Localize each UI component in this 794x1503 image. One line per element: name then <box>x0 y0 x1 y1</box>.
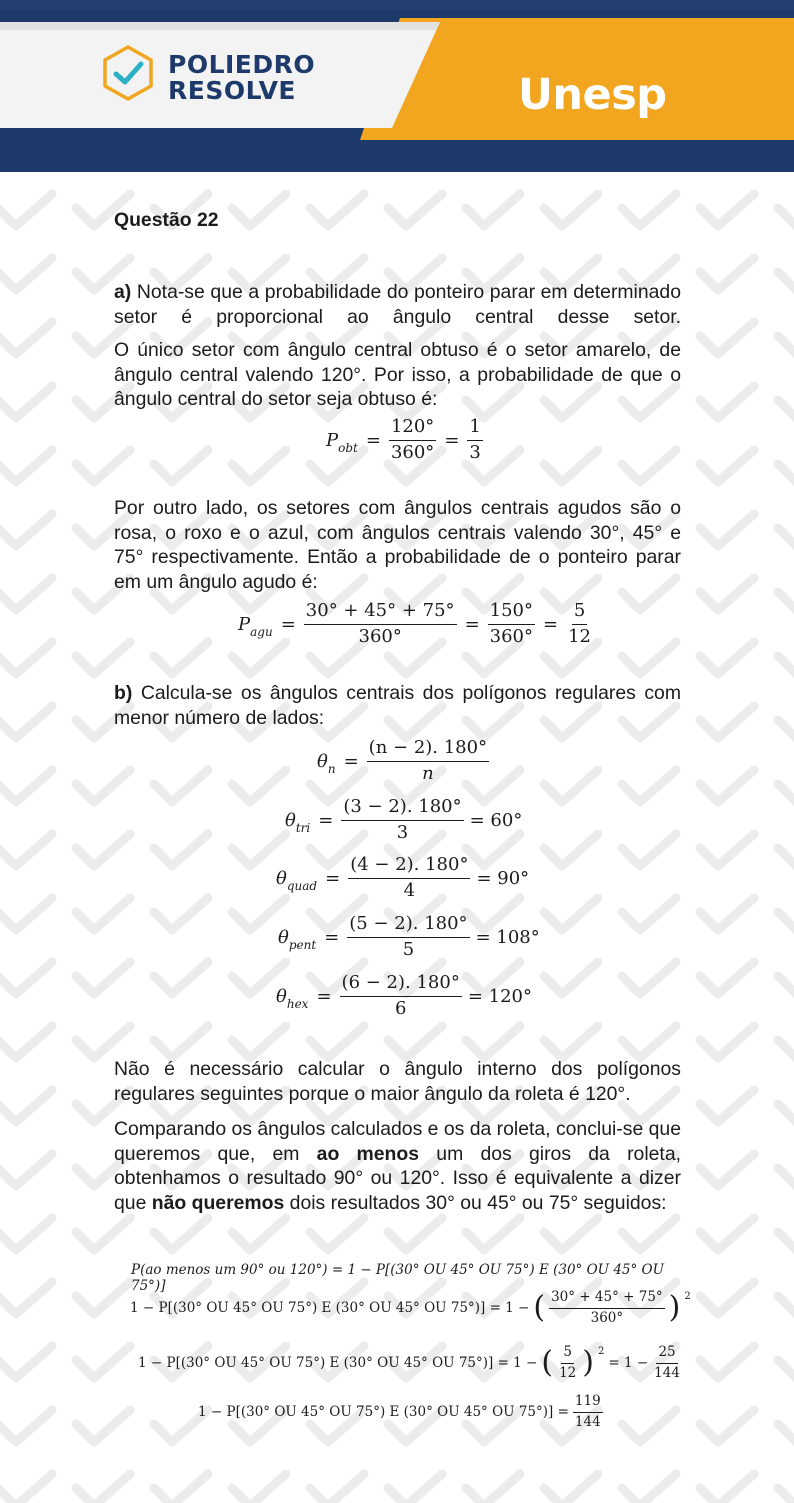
part-b-paragraph-1 <box>114 681 681 730</box>
equation-theta-n: $\theta_n$ = $\frac{(n - 2). 180^\circ}{n}$ <box>317 737 488 784</box>
exam-name: Unesp <box>518 70 667 120</box>
part-a-paragraph-2: O único setor com ângulo central obtuso é o setor amarelo, de ângulo central valendo 120°. Por isso, a probabilidade de que o ângulo central do setor seja obtuso é: <box>114 339 681 410</box>
part-b-paragraph-3: Comparando os ângulos calculados e os da roleta, conclui-se que queremos que, em ao menos um dos giros da roleta, obtenhamos o resultado 90° ou 120°. Isso é equivalente a dizer que não queremos dois resultados 30° ou 45° ou 75° seguidos: <box>114 1118 681 1214</box>
part-b-paragraph-2: Não é necessário calcular o ângulo interno dos polígonos regulares seguintes porque o maior ângulo da roleta é 120°. <box>114 1058 681 1105</box>
final-line-1: P(ao menos um 90° ou 120°) = 1 − P[(30° OU 45° OU 75°) E (30° OU 45° OU 75°)] <box>131 1262 664 1294</box>
final-line-4: 1 − P[(30° OU 45° OU 75°) E (30° OU 45° OU 75°)] = $\frac{119}{144}$ <box>198 1393 601 1430</box>
logo-text-line2: RESOLVE <box>168 76 296 105</box>
equation-p-obtuse: $P_{obt}$ = $\frac{120^\circ}{360^\circ}$ = $\frac{1}{3}$ <box>326 416 481 463</box>
final-line-2: 1 − P[(30° OU 45° OU 75°) E (30° OU 45° OU 75°)] = 1 − ( $\frac{30^\circ + 45^\circ + 75^\circ}{360^\circ}$ ) 2 <box>130 1289 691 1326</box>
equation-theta-tri: $\theta_{tri}$ = $\frac{(3 - 2). 180^\circ}{3}$ = 60° <box>285 796 523 843</box>
equation-theta-pent: $\theta_{pent}$ = $\frac{(5 - 2). 180^\circ}{5}$ = 108° <box>278 913 540 960</box>
poliedro-check-icon <box>101 44 155 102</box>
final-line-3: 1 − P[(30° OU 45° OU 75°) E (30° OU 45° OU 75°)] = 1 − ( $\frac{5}{12}$ ) 2 = 1 − $\frac{25}{144}$ <box>138 1344 680 1381</box>
equation-p-acute: $P_{agu}$ = $\frac{30^\circ + 45^\circ + 75^\circ}{360^\circ}$ = $\frac{150^\circ}{360^\circ}$ = $\frac{5}{12}$ <box>238 600 592 647</box>
header-banner <box>0 0 794 172</box>
part-a-label: a) <box>114 281 132 303</box>
part-a-text-1: Nota-se que a probabilidade do ponteiro parar em determinado setor é proporcional ao ângulo central desse setor. <box>114 281 682 328</box>
equation-theta-hex: $\theta_{hex}$ = $\frac{(6 - 2). 180^\circ}{6}$ = 120° <box>276 972 532 1019</box>
part-b-text-1: Calcula-se os ângulos centrais dos polígonos regulares com menor número de lados: <box>114 682 681 729</box>
part-b-label: b) <box>114 682 133 704</box>
equation-theta-quad: $\theta_{quad}$ = $\frac{(4 - 2). 180^\circ}{4}$ = 90° <box>276 854 530 901</box>
question-title: Questão 22 <box>114 209 219 231</box>
part-a-paragraph-3: Por outro lado, os setores com ângulos centrais agudos são o rosa, o roxo e o azul, com ângulos centrais valendo 30°, 45° e 75° respectivamente. Então a probabilidade de o ponteiro parar em um ângulo agudo é: <box>114 497 681 593</box>
logo-text-line1: POLIEDRO <box>168 50 316 79</box>
part-a-paragraph-1 <box>114 280 681 329</box>
